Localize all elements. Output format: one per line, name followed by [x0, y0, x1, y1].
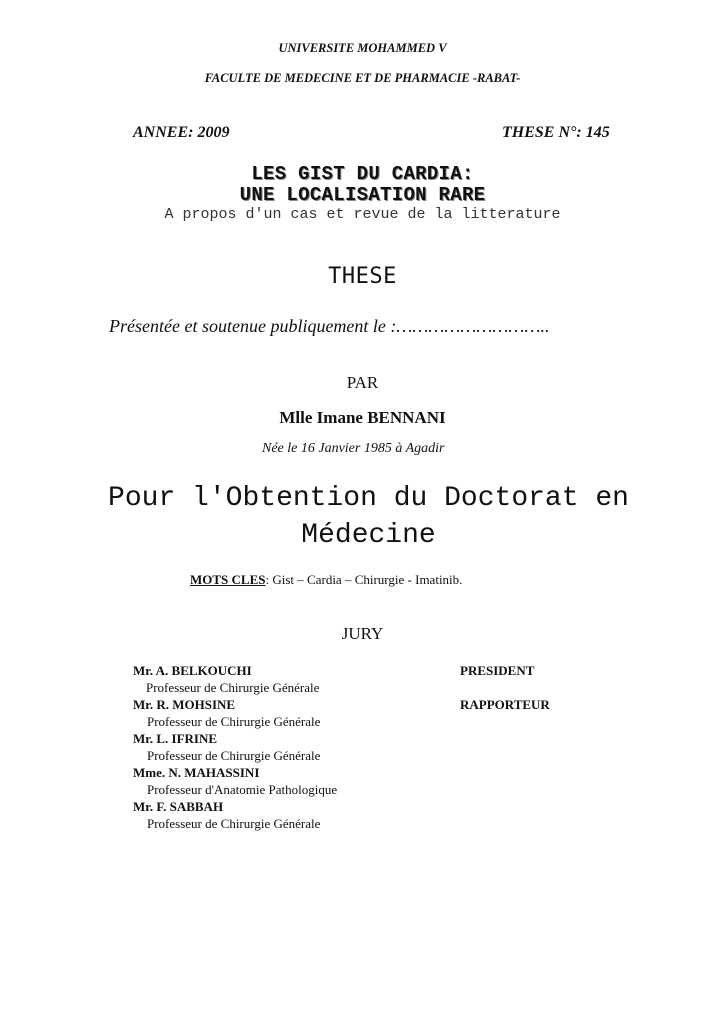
keywords-separator: :	[265, 572, 270, 587]
jury-member-role: RAPPORTEUR	[460, 697, 550, 712]
jury-member-title: Professeur de Chirurgie Générale	[147, 714, 321, 729]
jury-member-title: Professeur de Chirurgie Générale	[146, 680, 320, 695]
thesis-number: THESE N°: 145	[502, 124, 610, 141]
jury-member	[133, 697, 613, 731]
thesis-title-line-2: UNE LOCALISATION RARE	[239, 184, 486, 206]
jury-member-title: Professeur de Chirurgie Générale	[147, 748, 321, 763]
jury-member-title: Professeur de Chirurgie Générale	[147, 816, 321, 831]
presentation-line: Présentée et soutenue publiquement le :………………………..	[109, 316, 550, 336]
jury-member-name: Mr. L. IFRINE	[133, 731, 218, 746]
degree-statement: Pour l'Obtention du Doctorat en Médecine	[108, 483, 629, 551]
jury-member-name: Mr. A. BELKOUCHI	[133, 663, 252, 678]
university-name: UNIVERSITE MOHAMMED V	[278, 41, 447, 55]
thesis-subtitle: A propos d'un cas et revue de la litterature	[164, 206, 561, 223]
jury-member	[133, 731, 613, 765]
keywords-line	[190, 572, 462, 588]
jury-member-name: Mme. N. MAHASSINI	[133, 765, 260, 780]
jury-member-name: Mr. F. SABBAH	[133, 799, 224, 814]
thesis-title-line-1: LES GIST DU CARDIA:	[251, 163, 474, 185]
candidate-birth: Née le 16 Janvier 1985 à Agadir	[262, 441, 445, 456]
faculty-name: FACULTE DE MEDECINE ET DE PHARMACIE -RABAT-	[204, 71, 521, 85]
jury-member-title: Professeur d'Anatomie Pathologique	[147, 782, 338, 797]
jury-member	[133, 765, 613, 799]
jury-member-name: Mr. R. MOHSINE	[133, 697, 236, 712]
these-heading: THESE	[328, 264, 397, 289]
jury-list	[133, 663, 613, 833]
jury-member-role: PRESIDENT	[460, 663, 535, 678]
jury-member	[133, 663, 613, 697]
keywords-values: Gist – Cardia – Chirurgie - Imatinib.	[269, 572, 463, 587]
par-label: PAR	[346, 373, 379, 392]
keywords-label: MOTS CLES	[190, 572, 266, 587]
jury-member	[133, 799, 613, 833]
candidate-name: Mlle Imane BENNANI	[279, 408, 446, 427]
jury-heading: JURY	[341, 624, 384, 643]
thesis-year: ANNEE: 2009	[133, 124, 230, 141]
